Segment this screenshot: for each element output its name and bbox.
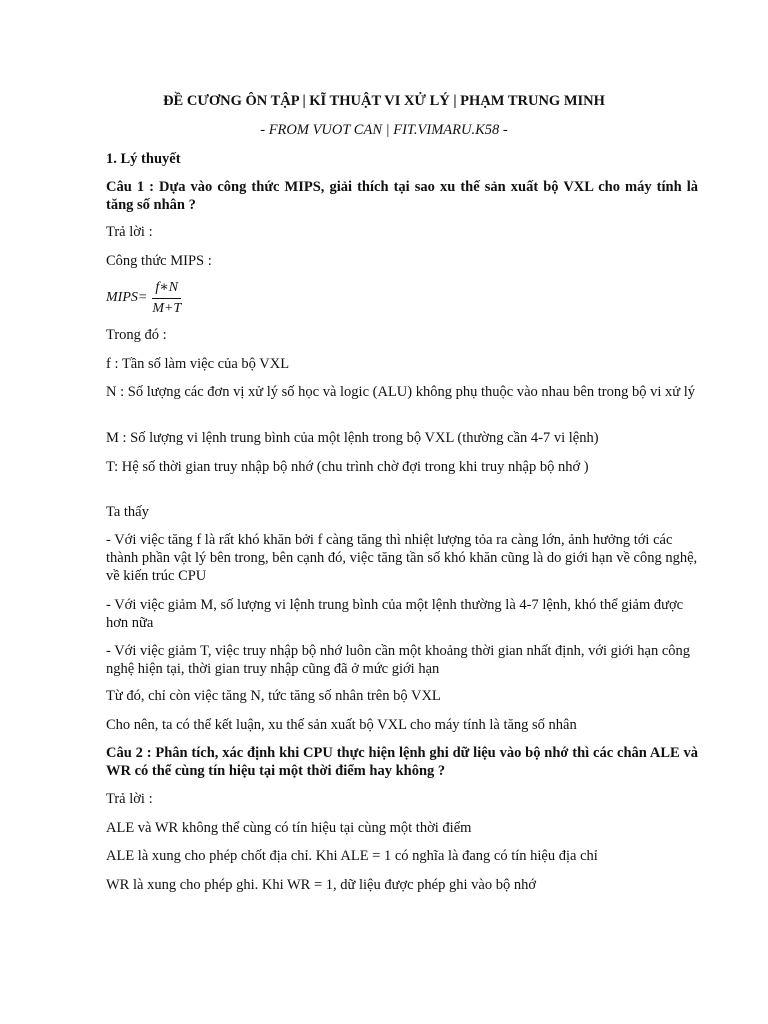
formula-intro: Công thức MIPS : <box>106 253 212 269</box>
question-1: Câu 1 : Dựa vào công thức MIPS, giải thích tại sao xu thế sản xuất bộ VXL cho máy tính là tăng số nhân ? <box>106 179 698 213</box>
conclusion-1: Từ đó, chỉ còn việc tăng N, tức tăng số nhân trên bộ VXL <box>106 688 441 704</box>
observation-1: - Với việc tăng f là rất khó khăn bởi f càng tăng thì nhiệt lượng tỏa ra càng lớn, ảnh hưởng tới các thành phần vật lý bên trong, bên cạnh đó, việc tăng tần số khó khăn cũng là do giới hạn về công nghệ, về kiến trúc CPU <box>106 532 698 584</box>
conclusion-2: Cho nên, ta có thể kết luận, xu thế sản xuất bộ VXL cho máy tính là tăng số nhân <box>106 717 577 733</box>
document-subtitle: - FROM VUOT CAN | FIT.VIMARU.K58 - <box>260 122 508 138</box>
formula-denominator: M+T <box>152 300 182 316</box>
observation-3: - Với việc giảm T, việc truy nhập bộ nhớ luôn cần một khoảng thời gian nhất định, với giới hạn công nghệ hiện tại, thời gian truy nhập cũng đã ở mức giới hạn <box>106 643 691 677</box>
mips-formula <box>106 278 184 318</box>
definition-f: f : Tần số làm việc của bộ VXL <box>106 356 290 372</box>
where-label: Trong đó : <box>106 327 167 343</box>
formula-lhs: MIPS= <box>106 290 148 305</box>
definition-t: T: Hệ số thời gian truy nhập bộ nhớ (chu trình chờ đợi trong khi truy nhập bộ nhớ ) <box>106 459 589 475</box>
answer-label-2: Trả lời : <box>106 791 153 807</box>
answer-2-line-2: ALE là xung cho phép chốt địa chỉ. Khi ALE = 1 có nghĩa là đang có tín hiệu địa chỉ <box>106 848 598 864</box>
answer-label: Trả lời : <box>106 224 153 240</box>
section-heading: 1. Lý thuyết <box>106 151 181 167</box>
formula-numerator: f∗N <box>152 280 181 299</box>
definition-n: N : Số lượng các đơn vị xử lý số học và logic (ALU) không phụ thuộc vào nhau bên trong bộ vi xử lý <box>106 384 696 400</box>
question-2: Câu 2 : Phân tích, xác định khi CPU thực hiện lệnh ghi dữ liệu vào bộ nhớ thì các chân ALE và WR có thể cùng tín hiệu tại một thời điểm hay không ? <box>106 745 698 779</box>
formula-fraction <box>149 280 184 317</box>
observation-2: - Với việc giảm M, số lượng vi lệnh trung bình của một lệnh thường là 4-7 lệnh, khó thể giảm được hơn nữa <box>106 597 684 631</box>
answer-2-line-3: WR là xung cho phép ghi. Khi WR = 1, dữ liệu được phép ghi vào bộ nhớ <box>106 877 537 893</box>
document-title: ĐỀ CƯƠNG ÔN TẬP | KĨ THUẬT VI XỬ LÝ | PHẠM TRUNG MINH <box>163 93 605 109</box>
answer-2-line-1: ALE và WR không thể cùng có tín hiệu tại cùng một thời điểm <box>106 820 472 836</box>
definition-m: M : Số lượng vi lệnh trung bình của một lệnh trong bộ VXL (thường cần 4-7 vi lệnh) <box>106 430 599 446</box>
observation-label: Ta thấy <box>106 504 149 520</box>
